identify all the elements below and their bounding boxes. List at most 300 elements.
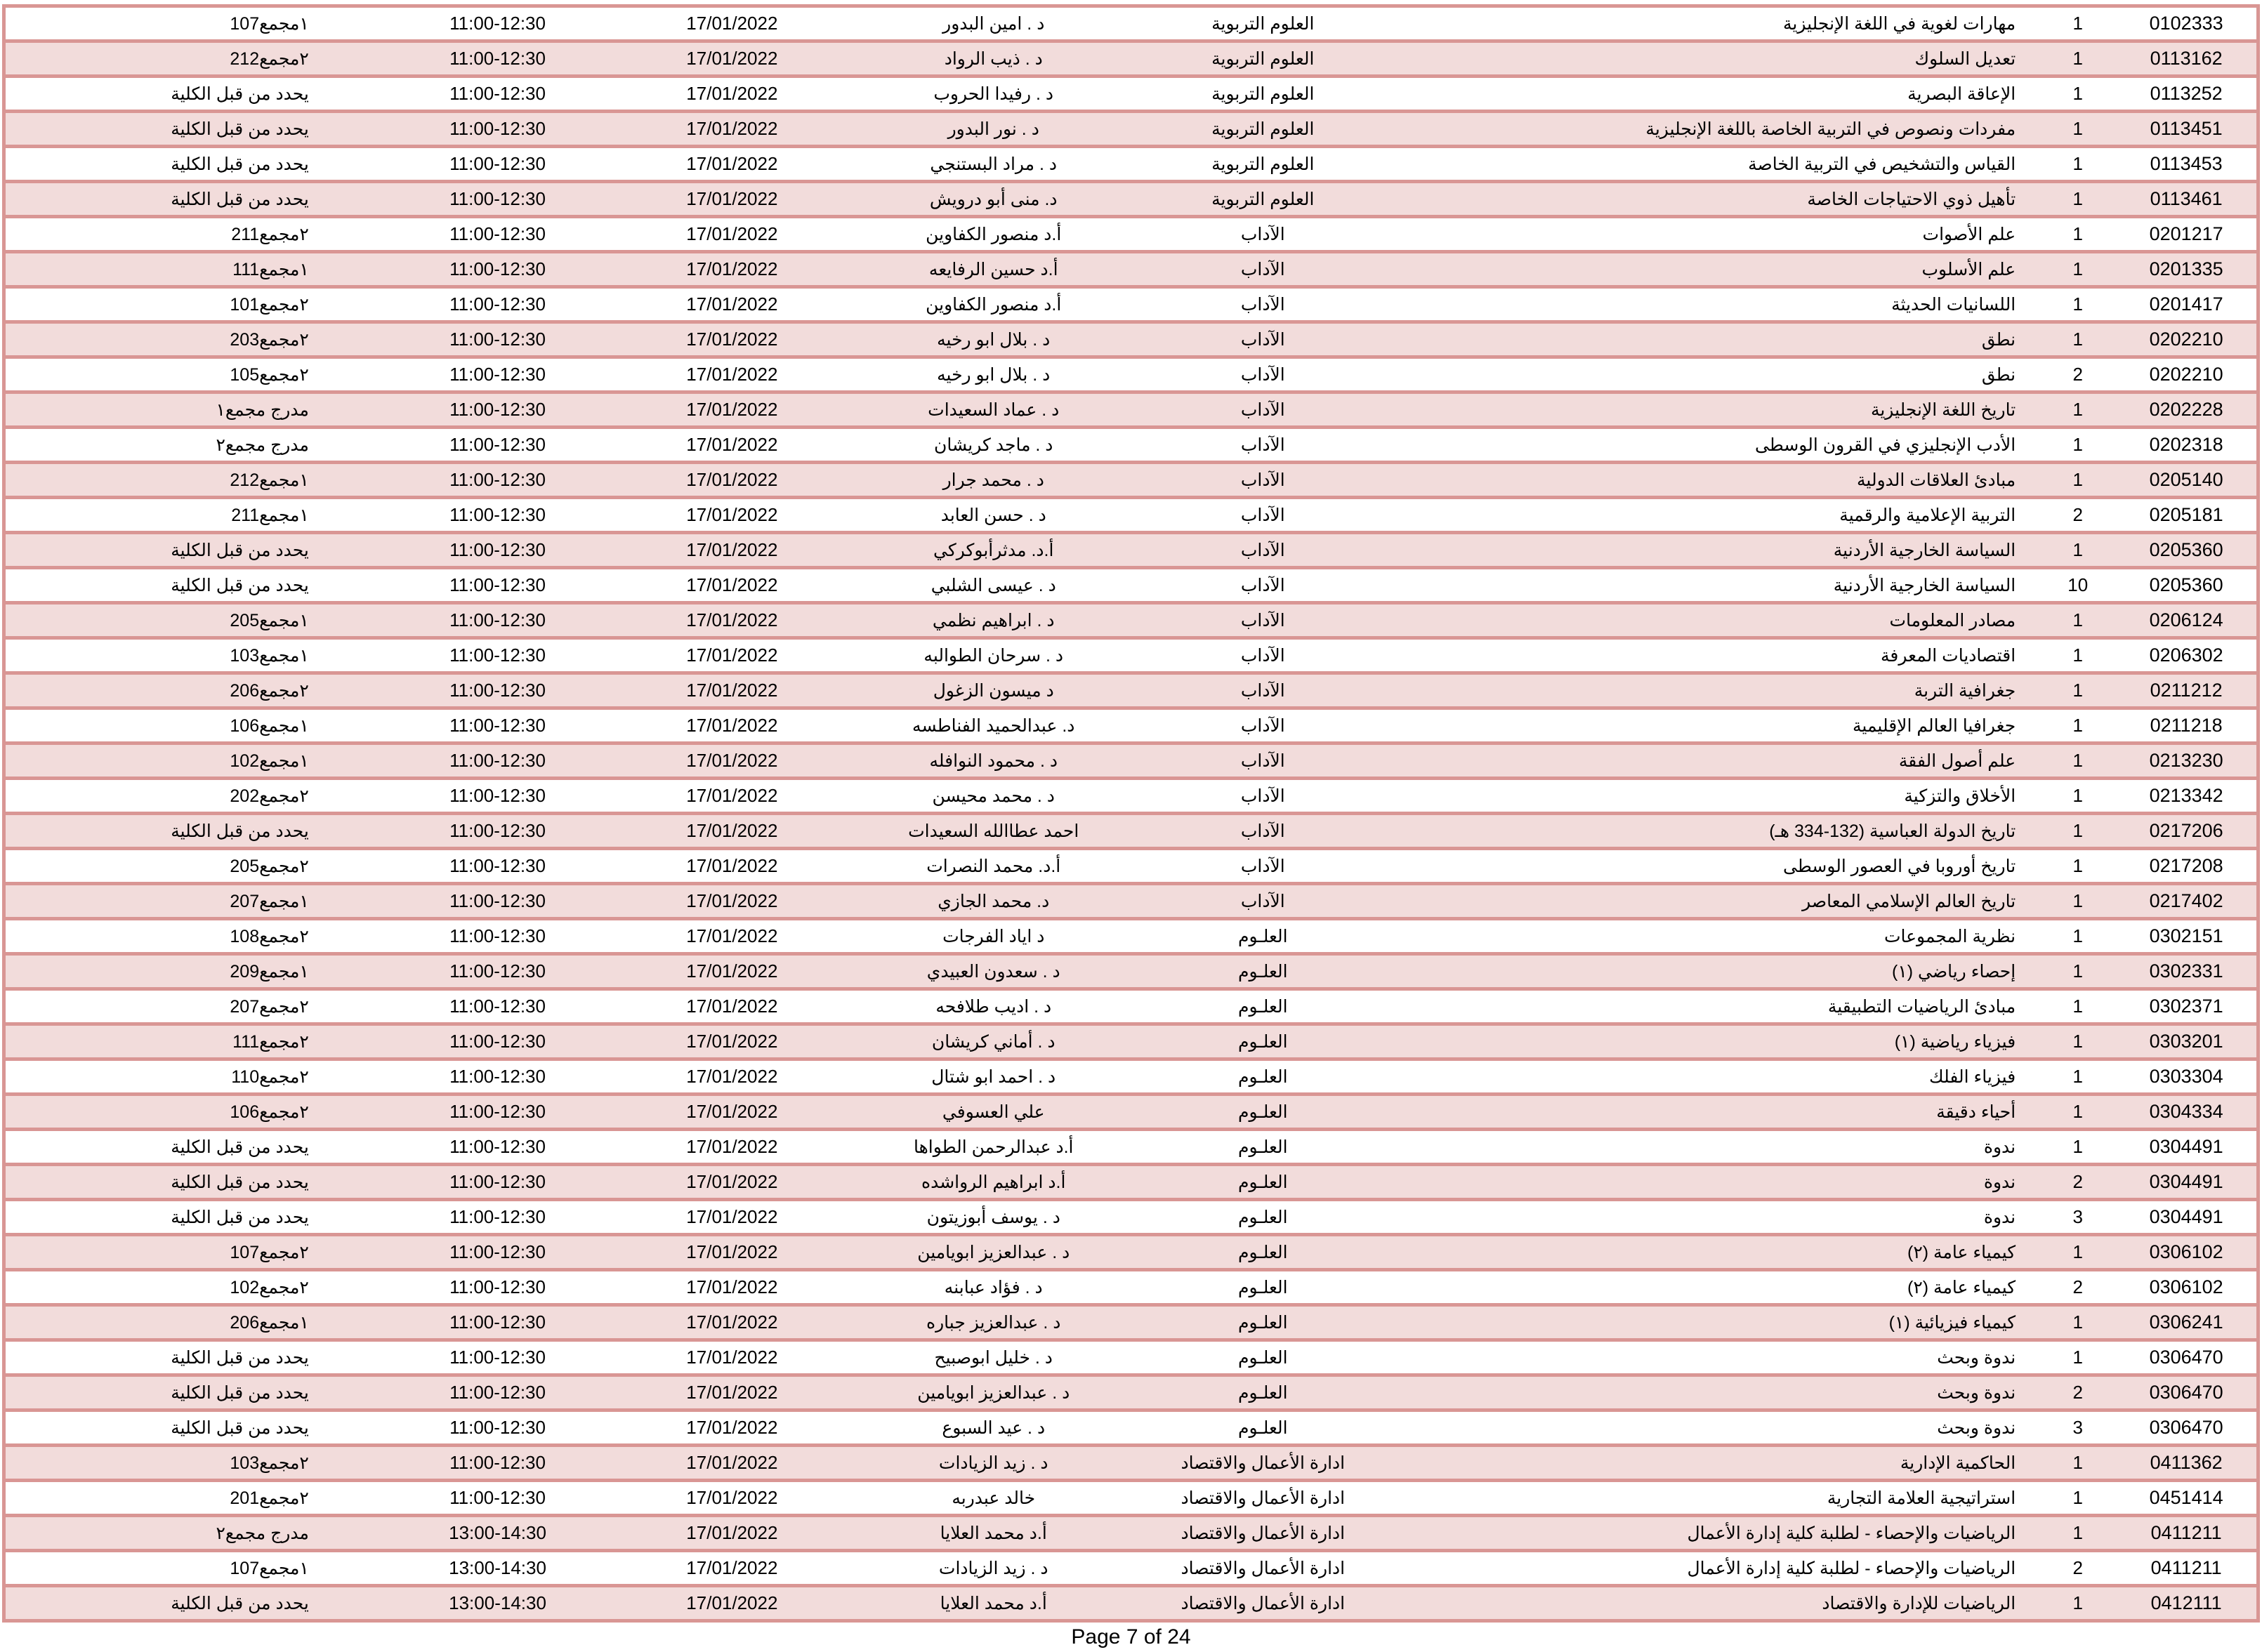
instructor-cell-text: أ.د. محمد النصرات [926, 856, 1061, 876]
faculty-cell-text: الآداب [1240, 645, 1285, 666]
section-cell [2039, 849, 2116, 884]
time-cell-text: 11:00-12:30 [449, 293, 546, 315]
course-code-cell [2116, 6, 2258, 41]
time-cell [383, 1235, 612, 1270]
table-row [4, 673, 2258, 708]
faculty-cell [1136, 1516, 1390, 1551]
date-cell [612, 1586, 851, 1621]
instructor-cell [852, 1095, 1136, 1130]
course-code-cell-text: 0411362 [2150, 1452, 2223, 1473]
course-code-cell [2116, 357, 2258, 392]
faculty-cell-text: العلوم التربوية [1211, 48, 1315, 69]
room-cell [4, 357, 383, 392]
faculty-cell [1136, 77, 1390, 112]
course-code-cell-text: 0303201 [2149, 1031, 2223, 1052]
table-row [4, 1200, 2258, 1235]
date-cell [612, 1130, 851, 1165]
date-cell [612, 112, 851, 147]
room-text: يحدد من قبل الكلية [171, 575, 309, 595]
course-code-cell [2116, 779, 2258, 814]
course-code-cell [2116, 322, 2258, 357]
faculty-cell [1136, 6, 1390, 41]
room-text: 205 مجمع ٢ [230, 856, 309, 876]
table-row [4, 147, 2258, 182]
time-cell [383, 498, 612, 533]
course-name-cell [1390, 1095, 2039, 1130]
date-cell-text: 17/01/2022 [686, 996, 778, 1017]
instructor-cell-text: د . مراد البستنجي [930, 154, 1058, 174]
faculty-cell-text: العلـوم [1238, 1277, 1288, 1297]
course-name-cell [1390, 673, 2039, 708]
faculty-cell-text: الآداب [1240, 575, 1285, 595]
section-cell [2039, 463, 2116, 498]
course-code-cell [2116, 744, 2258, 779]
room-cell [4, 77, 383, 112]
section-cell [2039, 779, 2116, 814]
time-cell-text: 11:00-12:30 [449, 13, 546, 34]
faculty-cell-text: العلـوم [1238, 1172, 1288, 1192]
date-cell-text: 17/01/2022 [686, 680, 778, 701]
date-cell-text: 17/01/2022 [686, 1522, 778, 1543]
room-text: مدرج مجمع٢ [216, 435, 309, 455]
instructor-cell-text: د . خليل ابوصبيح [934, 1347, 1053, 1368]
time-cell [383, 287, 612, 322]
course-code-cell-text: 0306241 [2149, 1311, 2223, 1333]
faculty-cell-text: الآداب [1240, 856, 1285, 876]
date-cell-text: 17/01/2022 [686, 1171, 778, 1192]
date-cell-text: 17/01/2022 [686, 1276, 778, 1297]
course-code-cell-text: 0306102 [2149, 1276, 2223, 1297]
course-code-cell [2116, 41, 2258, 77]
course-code-cell [2116, 498, 2258, 533]
instructor-cell-text: د . عبدالعزيز ابويامين [917, 1382, 1070, 1403]
course-name-cell-text: الأخلاق والتزكية [1904, 786, 2016, 806]
date-cell-text: 17/01/2022 [686, 364, 778, 385]
section-cell [2039, 708, 2116, 744]
table-row [4, 779, 2258, 814]
table-row [4, 744, 2258, 779]
table-row [4, 498, 2258, 533]
table-row [4, 849, 2258, 884]
section-cell [2039, 1200, 2116, 1235]
section-cell [2039, 638, 2116, 673]
course-code-cell [2116, 182, 2258, 217]
instructor-cell [852, 112, 1136, 147]
instructor-cell [852, 1516, 1136, 1551]
room-text: يحدد من قبل الكلية [171, 1418, 309, 1438]
course-name-cell-text: كيمياء عامة (٢) [1907, 1242, 2016, 1262]
section-cell-text: 1 [2072, 118, 2083, 139]
section-cell-text: 1 [2072, 609, 2083, 630]
course-code-cell-text: 0102333 [2149, 13, 2223, 34]
faculty-cell-text: ادارة الأعمال والاقتصاد [1181, 1558, 1346, 1578]
table-row [4, 533, 2258, 568]
table-row [4, 884, 2258, 919]
section-cell-text: 1 [2072, 1136, 2083, 1157]
section-cell-text: 3 [2072, 1417, 2083, 1438]
section-cell-text: 2 [2072, 1382, 2083, 1403]
room-text: 102 مجمع ١ [230, 751, 309, 771]
section-cell [2039, 1551, 2116, 1586]
time-cell-text: 11:00-12:30 [449, 1066, 546, 1087]
date-cell [612, 1375, 851, 1410]
time-cell-text: 11:00-12:30 [449, 258, 546, 279]
section-cell [2039, 77, 2116, 112]
time-cell [383, 1165, 612, 1200]
date-cell [612, 954, 851, 989]
section-cell-text: 1 [2072, 925, 2083, 946]
course-name-cell-text: نطق [1981, 329, 2016, 350]
room-text: 106 مجمع ١ [230, 715, 309, 736]
instructor-cell [852, 1130, 1136, 1165]
section-cell-text: 1 [2072, 258, 2083, 279]
table-row [4, 392, 2258, 428]
course-name-cell-text: الإعاقة البصرية [1907, 84, 2016, 104]
course-name-cell [1390, 41, 2039, 77]
faculty-cell-text: العلـوم [1238, 1242, 1288, 1262]
instructor-cell-text: د . محمود النوافله [929, 751, 1058, 771]
course-name-cell-text: القياس والتشخيص في التربية الخاصة [1748, 154, 2016, 174]
table-row [4, 217, 2258, 252]
course-name-cell [1390, 287, 2039, 322]
table-row [4, 1130, 2258, 1165]
instructor-cell [852, 182, 1136, 217]
course-code-cell-text: 0213230 [2149, 750, 2223, 771]
course-code-cell-text: 0217208 [2149, 855, 2223, 876]
faculty-cell-text: العلـوم [1238, 961, 1288, 982]
date-cell [612, 849, 851, 884]
time-cell-text: 11:00-12:30 [449, 188, 546, 209]
date-cell [612, 1024, 851, 1059]
time-cell [383, 1516, 612, 1551]
course-code-cell-text: 0206302 [2149, 645, 2223, 666]
section-cell [2039, 182, 2116, 217]
course-code-cell [2116, 463, 2258, 498]
section-cell [2039, 252, 2116, 287]
course-code-cell [2116, 533, 2258, 568]
room-text: 111 مجمع ٢ [232, 1031, 309, 1052]
time-cell [383, 1130, 612, 1165]
course-code-cell-text: 0205360 [2149, 574, 2223, 595]
room-cell [4, 814, 383, 849]
time-cell [383, 568, 612, 603]
course-name-cell [1390, 1551, 2039, 1586]
course-name-cell-text: ندوة [1983, 1172, 2016, 1192]
course-code-cell-text: 0217206 [2149, 820, 2223, 841]
room-text: 106 مجمع ٢ [230, 1102, 309, 1122]
room-cell [4, 1235, 383, 1270]
instructor-cell-text: د . فؤاد عبابنه [944, 1277, 1043, 1297]
course-code-cell [2116, 147, 2258, 182]
time-cell-text: 11:00-12:30 [449, 1101, 546, 1122]
course-name-cell-text: مصادر المعلومات [1889, 610, 2016, 630]
room-text: 207 مجمع ٢ [230, 996, 309, 1017]
section-cell [2039, 1481, 2116, 1516]
instructor-cell [852, 603, 1136, 638]
course-code-cell-text: 0303304 [2149, 1066, 2223, 1087]
course-name-cell [1390, 814, 2039, 849]
course-code-cell-text: 0306470 [2149, 1417, 2223, 1438]
time-cell-text: 11:00-12:30 [449, 1171, 546, 1192]
time-cell-text: 11:00-12:30 [449, 960, 546, 982]
date-cell-text: 17/01/2022 [686, 1417, 778, 1438]
section-cell [2039, 357, 2116, 392]
faculty-cell [1136, 1551, 1390, 1586]
date-cell [612, 1165, 851, 1200]
time-cell [383, 1270, 612, 1305]
course-code-cell-text: 0202210 [2149, 364, 2223, 385]
course-code-cell [2116, 1165, 2258, 1200]
faculty-cell-text: الآداب [1240, 399, 1285, 420]
date-cell-text: 17/01/2022 [686, 1557, 778, 1578]
instructor-cell-text: د . اديب طلافحه [935, 996, 1052, 1017]
table-row [4, 77, 2258, 112]
section-cell-text: 1 [2072, 1592, 2083, 1613]
time-cell [383, 147, 612, 182]
course-code-cell-text: 0113162 [2150, 48, 2223, 69]
time-cell [383, 6, 612, 41]
course-code-cell [2116, 1586, 2258, 1621]
room-cell [4, 392, 383, 428]
faculty-cell [1136, 217, 1390, 252]
course-name-cell-text: مهارات لغوية في اللغة الإنجليزية [1782, 13, 2016, 34]
faculty-cell-text: العلـوم [1238, 1066, 1288, 1087]
instructor-cell [852, 1481, 1136, 1516]
course-name-cell-text: فيزياء رياضية (١) [1894, 1031, 2016, 1052]
room-cell [4, 1059, 383, 1095]
time-cell-text: 11:00-12:30 [449, 925, 546, 946]
course-name-cell [1390, 77, 2039, 112]
course-code-cell [2116, 1235, 2258, 1270]
section-cell-text: 1 [2072, 469, 2083, 490]
time-cell-text: 11:00-12:30 [449, 996, 546, 1017]
date-cell-text: 17/01/2022 [686, 855, 778, 876]
date-cell-text: 17/01/2022 [686, 785, 778, 806]
table-row [4, 287, 2258, 322]
course-code-cell-text: 0113252 [2150, 83, 2223, 104]
faculty-cell-text: العلـوم [1238, 1312, 1288, 1333]
faculty-cell-text: الآداب [1240, 470, 1285, 490]
course-name-cell-text: علم أصول الفقة [1898, 751, 2016, 771]
section-cell-text: 2 [2072, 1276, 2083, 1297]
section-cell-text: 1 [2072, 223, 2083, 244]
faculty-cell [1136, 1446, 1390, 1481]
date-cell [612, 708, 851, 744]
room-cell [4, 533, 383, 568]
course-name-cell [1390, 1165, 2039, 1200]
faculty-cell-text: الآداب [1240, 715, 1285, 736]
section-cell [2039, 1130, 2116, 1165]
instructor-cell-text: أ.د منصور الكفاوين [926, 224, 1062, 244]
faculty-cell [1136, 673, 1390, 708]
table-row [4, 1059, 2258, 1095]
course-name-cell-text: تاريخ العالم الإسلامي المعاصر [1802, 891, 2016, 911]
course-name-cell-text: علم الأصوات [1922, 224, 2016, 244]
date-cell [612, 1551, 851, 1586]
room-text: مدرج مجمع١ [216, 399, 309, 420]
course-name-cell [1390, 252, 2039, 287]
date-cell [612, 568, 851, 603]
room-cell [4, 1270, 383, 1305]
course-name-cell-text: جغرافية التربة [1914, 680, 2016, 701]
time-cell [383, 1200, 612, 1235]
date-cell-text: 17/01/2022 [686, 48, 778, 69]
date-cell [612, 919, 851, 954]
date-cell-text: 17/01/2022 [686, 645, 778, 666]
faculty-cell-text: ادارة الأعمال والاقتصاد [1181, 1453, 1346, 1473]
instructor-cell-text: أ.د. مدثرأبوكركي [933, 540, 1054, 560]
time-cell-text: 11:00-12:30 [449, 48, 546, 69]
section-cell-text: 1 [2072, 83, 2083, 104]
course-name-cell [1390, 463, 2039, 498]
instructor-cell [852, 252, 1136, 287]
section-cell [2039, 322, 2116, 357]
faculty-cell-text: الآداب [1240, 329, 1285, 350]
room-text: 212 مجمع ١ [230, 470, 309, 490]
course-code-cell-text: 0412111 [2150, 1592, 2222, 1613]
time-cell [383, 392, 612, 428]
date-cell-text: 17/01/2022 [686, 329, 778, 350]
instructor-cell-text: د . عماد السعيدات [928, 399, 1060, 420]
date-cell-text: 17/01/2022 [686, 188, 778, 209]
course-code-cell [2116, 1551, 2258, 1586]
course-name-cell [1390, 849, 2039, 884]
section-cell-text: 1 [2072, 996, 2083, 1017]
time-cell-text: 11:00-12:30 [449, 609, 546, 630]
instructor-cell-text: د . رفيدا الحروب [933, 84, 1054, 104]
section-cell-text: 1 [2072, 1487, 2083, 1508]
room-text: 103 مجمع ٢ [230, 1453, 309, 1473]
faculty-cell [1136, 954, 1390, 989]
table-row [4, 1446, 2258, 1481]
table-row [4, 182, 2258, 217]
room-text: يحدد من قبل الكلية [171, 1593, 309, 1613]
section-cell [2039, 392, 2116, 428]
time-cell-text: 11:00-12:30 [449, 434, 546, 455]
faculty-cell [1136, 1586, 1390, 1621]
faculty-cell [1136, 1340, 1390, 1375]
course-name-cell [1390, 919, 2039, 954]
time-cell [383, 217, 612, 252]
course-code-cell-text: 0451414 [2149, 1487, 2223, 1508]
instructor-cell [852, 428, 1136, 463]
instructor-cell [852, 322, 1136, 357]
section-cell [2039, 1586, 2116, 1621]
time-cell-text: 11:00-12:30 [449, 1311, 546, 1333]
date-cell-text: 17/01/2022 [686, 574, 778, 595]
instructor-cell-text: د . أماني كريشان [931, 1031, 1056, 1052]
course-name-cell [1390, 1446, 2039, 1481]
section-cell-text: 1 [2072, 1031, 2083, 1052]
section-cell-text: 10 [2067, 574, 2089, 595]
date-cell [612, 1340, 851, 1375]
course-code-cell-text: 0211212 [2150, 680, 2223, 701]
section-cell-text: 1 [2072, 13, 2083, 34]
date-cell [612, 989, 851, 1024]
course-code-cell [2116, 849, 2258, 884]
table-row [4, 814, 2258, 849]
instructor-cell-text: د. عبدالحميد الفناطسه [912, 715, 1075, 736]
time-cell [383, 77, 612, 112]
course-name-cell [1390, 112, 2039, 147]
course-name-cell [1390, 1340, 2039, 1375]
date-cell [612, 638, 851, 673]
date-cell [612, 217, 851, 252]
faculty-cell [1136, 1059, 1390, 1095]
date-cell [612, 498, 851, 533]
table-row [4, 1551, 2258, 1586]
instructor-cell-text: د . ماجد كريشان [934, 435, 1053, 455]
faculty-cell [1136, 41, 1390, 77]
course-name-cell [1390, 568, 2039, 603]
room-text: يحدد من قبل الكلية [171, 1137, 309, 1157]
room-cell [4, 1446, 383, 1481]
time-cell [383, 1095, 612, 1130]
time-cell [383, 884, 612, 919]
instructor-cell-text: د . سعدون العبيدي [926, 961, 1060, 982]
faculty-cell [1136, 849, 1390, 884]
table-row [4, 357, 2258, 392]
room-cell [4, 1024, 383, 1059]
time-cell-text: 11:00-12:30 [449, 83, 546, 104]
instructor-cell-text: د . زيد الزيادات [938, 1453, 1048, 1473]
course-name-cell [1390, 1305, 2039, 1340]
date-cell-text: 17/01/2022 [686, 925, 778, 946]
instructor-cell [852, 638, 1136, 673]
room-text: 101 مجمع ٢ [230, 294, 309, 315]
date-cell-text: 17/01/2022 [686, 750, 778, 771]
faculty-cell [1136, 182, 1390, 217]
course-name-cell-text: الرياضيات والإحصاء - لطلبة كلية إدارة الأعمال [1687, 1558, 2016, 1578]
room-text: يحدد من قبل الكلية [171, 821, 309, 841]
time-cell-text: 11:00-12:30 [449, 118, 546, 139]
faculty-cell-text: الآداب [1240, 435, 1285, 455]
time-cell [383, 428, 612, 463]
room-text: 107 مجمع ١ [230, 1558, 309, 1578]
instructor-cell [852, 954, 1136, 989]
faculty-cell-text: العلوم التربوية [1211, 189, 1315, 209]
date-cell-text: 17/01/2022 [686, 293, 778, 315]
faculty-cell [1136, 779, 1390, 814]
instructor-cell [852, 919, 1136, 954]
room-text: 211 مجمع ٢ [231, 224, 309, 244]
course-code-cell [2116, 1059, 2258, 1095]
table-row [4, 112, 2258, 147]
course-name-cell [1390, 217, 2039, 252]
time-cell [383, 673, 612, 708]
instructor-cell [852, 1410, 1136, 1446]
faculty-cell-text: الآداب [1240, 891, 1285, 911]
course-code-cell [2116, 884, 2258, 919]
course-name-cell [1390, 498, 2039, 533]
room-text: 212 مجمع ٢ [230, 48, 309, 69]
section-cell-text: 1 [2072, 188, 2083, 209]
section-cell [2039, 1165, 2116, 1200]
course-name-cell [1390, 1410, 2039, 1446]
faculty-cell-text: ادارة الأعمال والاقتصاد [1181, 1593, 1346, 1613]
time-cell [383, 1446, 612, 1481]
time-cell [383, 322, 612, 357]
course-name-cell-text: أحياء دقيقة [1936, 1102, 2016, 1122]
date-cell-text: 17/01/2022 [686, 118, 778, 139]
course-name-cell [1390, 1235, 2039, 1270]
course-code-cell [2116, 954, 2258, 989]
room-cell [4, 1095, 383, 1130]
course-code-cell-text: 0205140 [2149, 469, 2223, 490]
section-cell-text: 1 [2072, 399, 2083, 420]
date-cell [612, 77, 851, 112]
faculty-cell-text: الآداب [1240, 610, 1285, 630]
